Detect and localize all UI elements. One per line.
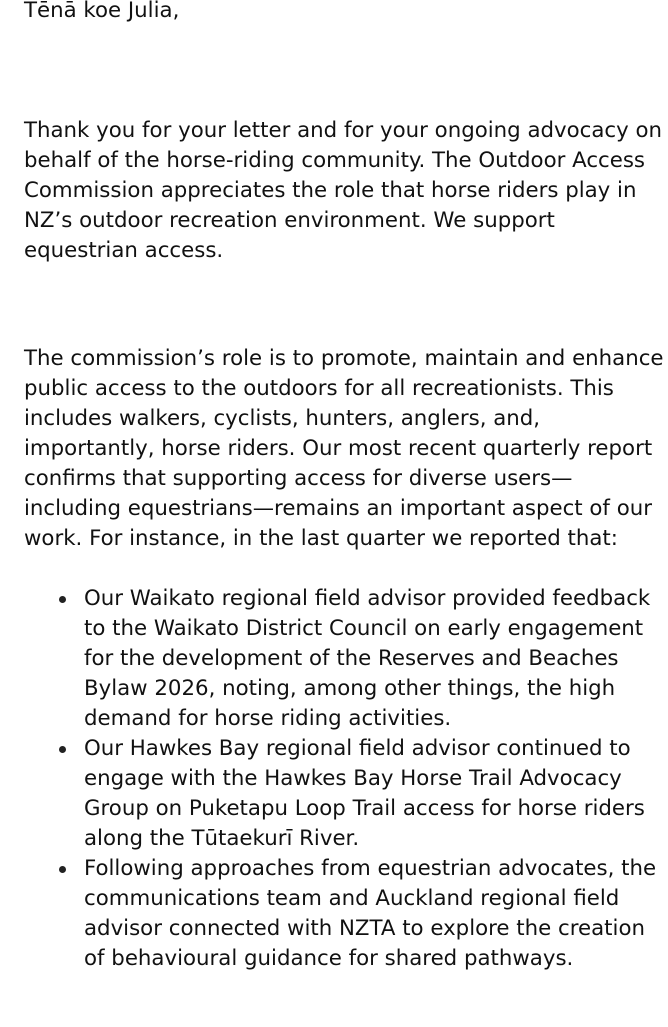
quarterly-highlights-list [24,584,664,974]
bullet-icon [59,746,66,753]
bullet-icon [59,596,66,603]
letter-greeting: Tēnā koe Julia, [24,0,180,23]
paragraph-commission-role: The commission’s role is to promote, maintain and enhance public access to the outdoors for all recreationists. This includes walkers, cyclists, hunters, anglers, and, importantly, horse riders. Our most recent quarterly report confirms that supporting access for diverse users—including equestrians—remains an important aspect of our work. For instance, in the last quarter we reported that: [24,346,664,551]
list-item [84,734,664,854]
paragraph-thank-you: Thank you for your letter and for your ongoing advocacy on behalf of the horse-riding community. The Outdoor Access Commission appreciates the role that horse riders play in NZ’s outdoor recreation environment. We support equestrian access. [24,118,663,263]
list-item [84,854,664,974]
list-item-text: Our Waikato regional field advisor provided feedback to the Waikato District Council on early engagement for the development of the Reserves and Beaches Bylaw 2026, noting, among other things, the high demand for horse riding activities. [84,586,651,731]
list-item-text: Following approaches from equestrian advocates, the communications team and Auckland regional field advisor connected with NZTA to explore the creation of behavioural guidance for shared pathways. [84,856,657,971]
bullet-icon [59,866,66,873]
list-item [84,584,664,734]
list-item-text: Our Hawkes Bay regional field advisor continued to engage with the Hawkes Bay Horse Trail Advocacy Group on Puketapu Loop Trail access for horse riders along the Tūtaekurī River. [84,736,645,851]
letter-body [24,0,664,974]
